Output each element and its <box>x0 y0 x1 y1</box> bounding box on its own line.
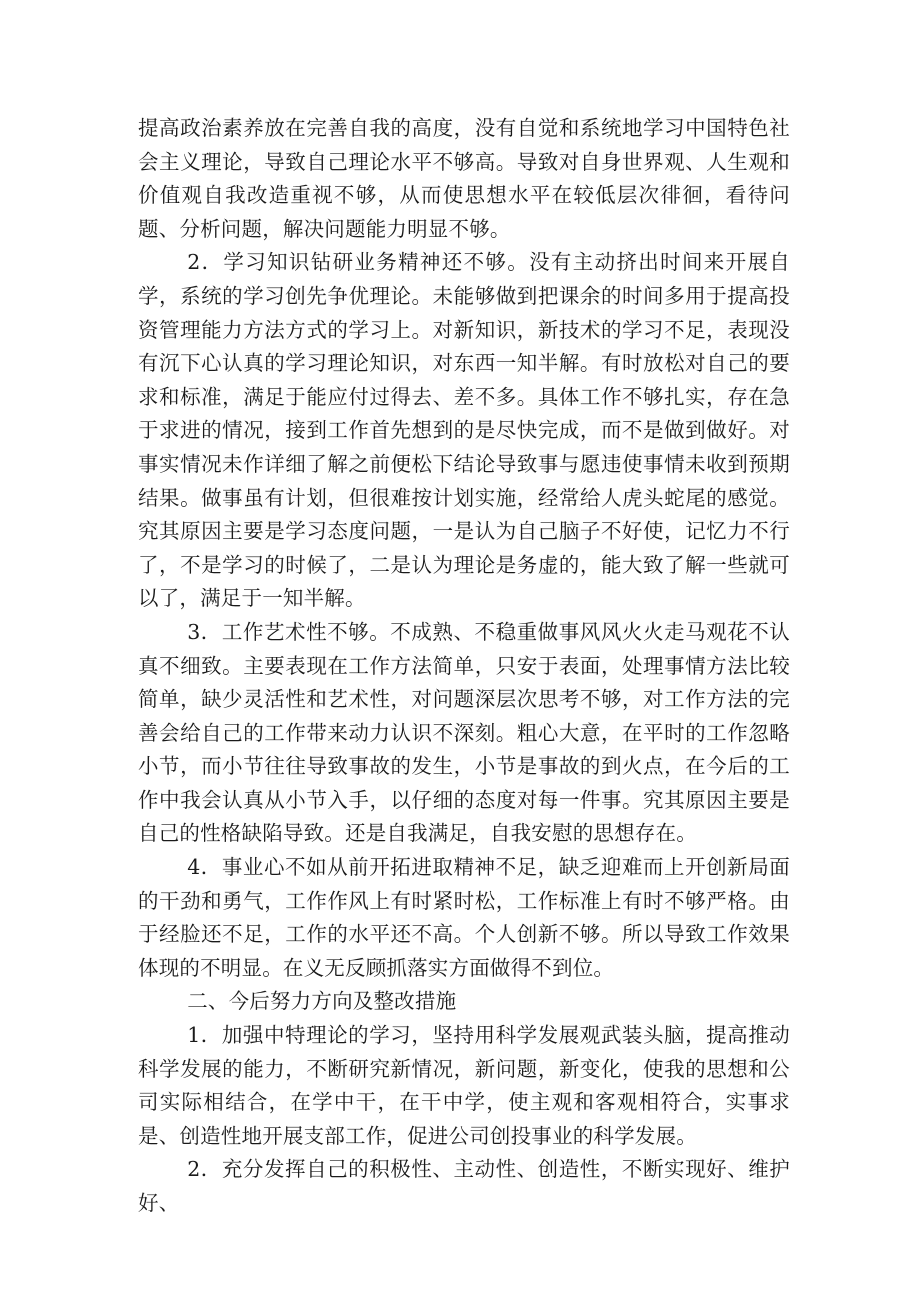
paragraph-measure-1: 1．加强中特理论的学习，坚持用科学发展观武装头脑，提高推动科学发展的能力，不断研究新情况，新问题，新变化，使我的思想和公司实际相结合，在学中干，在干中学，使主观和客观相符合，实事求是、创造性地开展支部工作，促进公司创投事业的科学发展。 <box>138 1023 790 1148</box>
section-heading: 二、今后努力方向及整改措施 <box>187 989 457 1014</box>
paragraph-measure-2: 2．充分发挥自己的积极性、主动性、创造性，不断实现好、维护好、 <box>138 1157 790 1215</box>
paragraph-item-4: 4．事业心不如从前开拓进取精神不足，缺乏迎难而上开创新局面的干劲和勇气，工作作风上有时紧时松，工作标准上有时不够严格。由于经脸还不足，工作的水平还不高。个人创新不够。所以导致工作效果体现的不明显。在义无反顾抓落实方面做得不到位。 <box>138 855 790 980</box>
paragraph-item-2: 2．学习知识钻研业务精神还不够。没有主动挤出时间来开展自学，系统的学习创先争优理论。未能够做到把课余的时间多用于提高投资管理能力方法方式的学习上。对新知识，新技术的学习不足，表现没有沉下心认真的学习理论知识，对东西一知半解。有时放松对自己的要求和标准，满足于能应付过得去、差不多。具体工作不够扎实，存在急于求进的情况，接到工作首先想到的是尽快完成，而不是做到做好。对事实情况未作详细了解之前便松下结论导致事与愿违使事情未收到预期结果。做事虽有计划，但很难按计划实施，经常给人虎头蛇尾的感觉。究其原因主要是学习态度问题，一是认为自己脑子不好使，记忆力不行了，不是学习的时候了，二是认为理论是务虚的，能大致了解一些就可以了，满足于一知半解。 <box>138 250 790 611</box>
document-body <box>138 112 790 1221</box>
paragraph-continuation: 提高政治素养放在完善自我的高度，没有自觉和系统地学习中国特色社会主义理论，导致自己理论水平不够高。导致对自身世界观、人生观和价值观自我改造重视不够，从而使思想水平在较低层次徘徊，看待问题、分析问题，解决问题能力明显不够。 <box>138 116 790 241</box>
paragraph-item-3: 3．工作艺术性不够。不成熟、不稳重做事风风火火走马观花不认真不细致。主要表现在工作方法简单，只安于表面，处理事情方法比较简单，缺少灵活性和艺术性，对问题深层次思考不够，对工作方法的完善会给自己的工作带来动力认识不深刻。粗心大意，在平时的工作忽略小节，而小节往往导致事故的发生，小节是事故的到火点，在今后的工作中我会认真从小节入手，以仔细的态度对每一件事。究其原因主要是自己的性格缺陷导致。还是自我满足，自我安慰的思想存在。 <box>138 619 790 846</box>
